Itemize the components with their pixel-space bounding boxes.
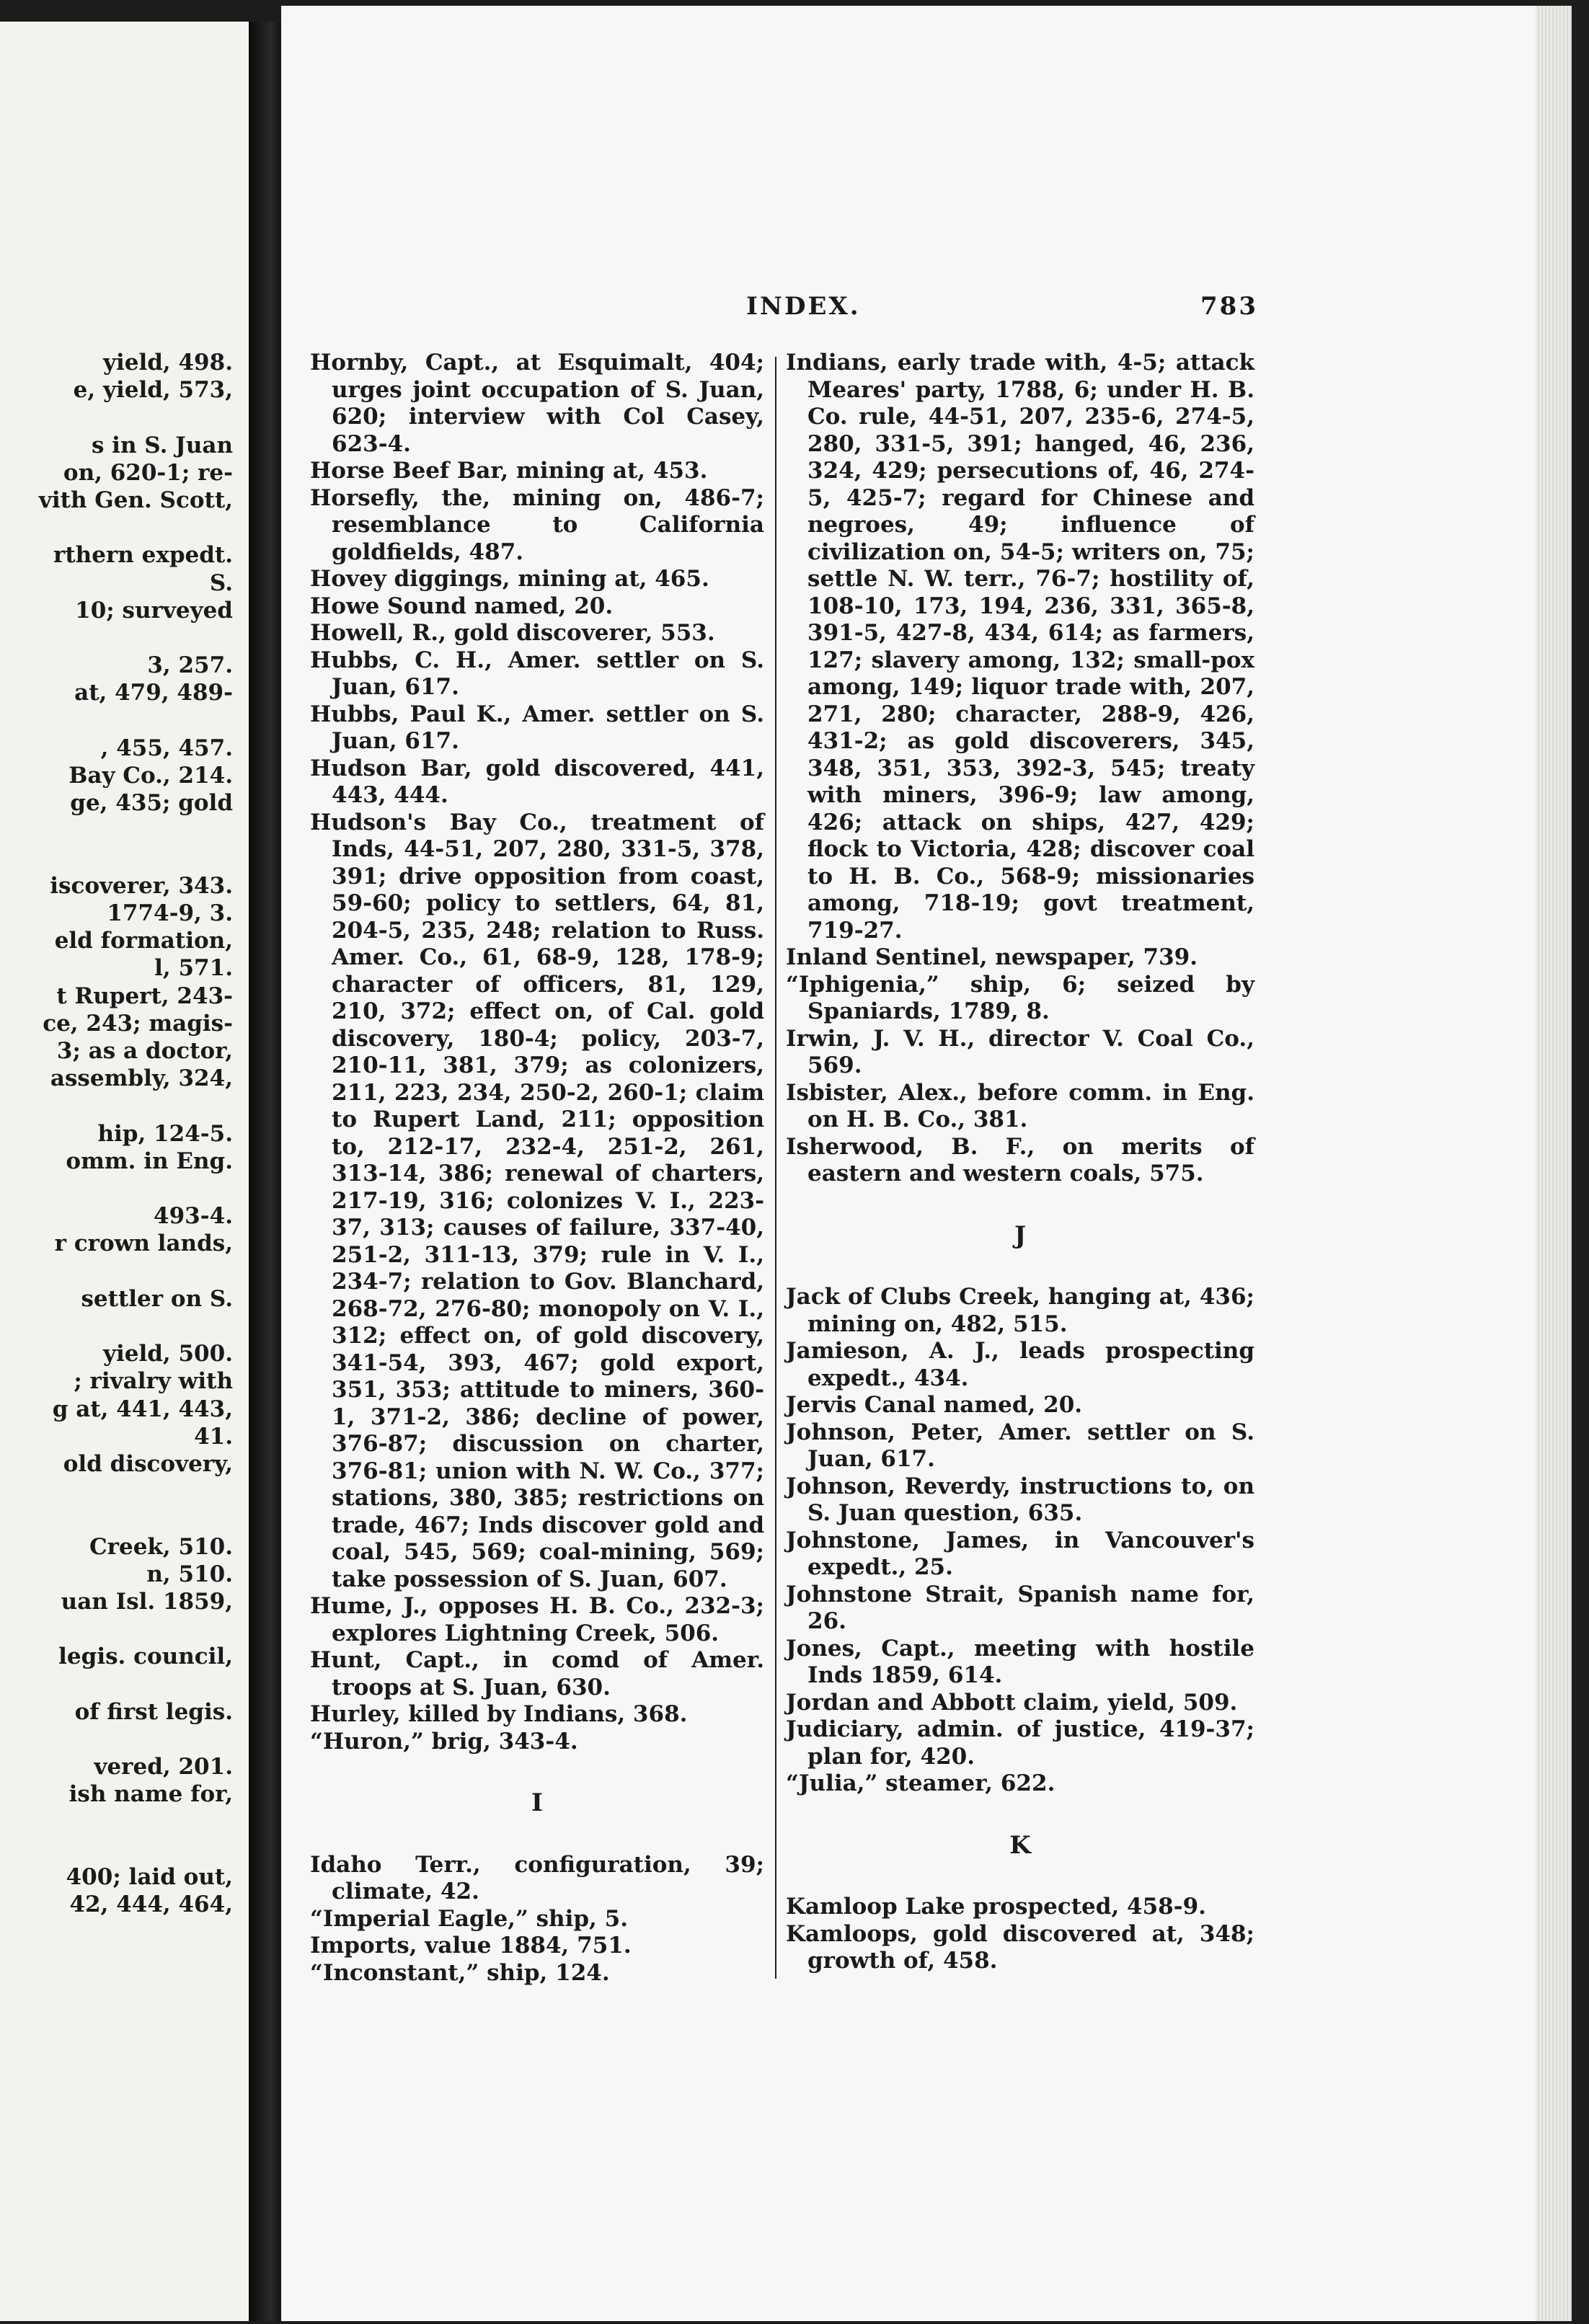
index-entry: Isbister, Alex., before comm. in Eng. on H. B. Co., 381. xyxy=(786,1079,1254,1132)
left-page-line: on, 620-1; re- xyxy=(63,459,233,486)
index-entry: Isherwood, B. F., on merits of eastern and western coals, 575. xyxy=(786,1133,1254,1187)
index-entry: Johnson, Reverdy, instructions to, on S. Juan question, 635. xyxy=(786,1473,1254,1526)
index-entry: Hume, J., opposes H. B. Co., 232-3; explores Lightning Creek, 506. xyxy=(310,1593,764,1646)
index-entry: Hurley, killed by Indians, 368. xyxy=(310,1701,688,1727)
index-entry: Irwin, J. V. H., director V. Coal Co., 569. xyxy=(786,1025,1254,1078)
page-edges xyxy=(1536,6,1572,2321)
column-divider xyxy=(775,357,776,1979)
left-page-line: old discovery, xyxy=(63,1451,233,1477)
index-entry: Johnson, Peter, Amer. settler on S. Juan, 617. xyxy=(786,1419,1254,1472)
left-page-line: ce, 243; magis- xyxy=(43,1010,233,1037)
left-page-line: S. xyxy=(209,569,233,596)
index-entry: Indians, early trade with, 4-5; attack Meares' party, 1788, 6; under H. B. Co. rule, 44-51, 207, 235-6, 274-5, 280, 331-5, 391; hanged, 46, 236, 324, 429; persecutions of, 46, 274-5, 425-7; regard for Chinese and negroes, 49; influence of civilization on, 54-5; writers on, 75; settle N. W. terr., 76-7; hostility of, 108-10, 173, 194, 236, 331, 365-8, 391-5, 427-8, 434, 614; as farmers, 127; slavery among, 132; small-pox among, 149; liquor trade with, 207, 271, 280; character, 288-9, 426, 431-2; as gold discoverers, 345, 348, 351, 353, 392-3, 545; treaty with miners, 396-9; law among, 426; attack on ships, 427, 429; flock to Victoria, 428; discover coal to H. B. Co., 568-9; missionaries among, 718-19; govt treatment, 719-27. xyxy=(786,350,1254,944)
index-entry: Jones, Capt., meeting with hostile Inds 1859, 614. xyxy=(786,1635,1254,1688)
left-page-line: 1774-9, 3. xyxy=(107,900,233,926)
index-entry: Hunt, Capt., in comd of Amer. troops at S. Juan, 630. xyxy=(310,1647,764,1700)
left-page-line: iscoverer, 343. xyxy=(50,872,233,899)
index-entry: Jamieson, A. J., leads prospecting expedt., 434. xyxy=(786,1338,1254,1391)
book-gutter xyxy=(249,22,281,2321)
index-entry: “Julia,” steamer, 622. xyxy=(786,1770,1055,1796)
section-letter: J xyxy=(1014,1220,1027,1250)
left-page-line: g at, 441, 443, xyxy=(52,1396,233,1422)
index-entry: Hubbs, C. H., Amer. settler on S. Juan, 617. xyxy=(310,647,764,700)
index-entry: Horsefly, the, mining on, 486-7; resemblance to California goldfields, 487. xyxy=(310,484,764,565)
index-entry: Jervis Canal named, 20. xyxy=(786,1392,1083,1418)
left-page-line: Bay Co., 214. xyxy=(68,763,233,789)
index-entry: Johnstone, James, in Vancouver's expedt., 25. xyxy=(786,1527,1254,1580)
left-page xyxy=(0,22,249,2321)
index-entry: Idaho Terr., configuration, 39; climate, 42. xyxy=(310,1851,764,1904)
left-page-line: uan Isl. 1859, xyxy=(61,1589,233,1615)
left-page-line: 41. xyxy=(194,1423,233,1450)
index-entry: Hornby, Capt., at Esquimalt, 404; urges joint occupation of S. Juan, 620; interview with Col Casey, 623-4. xyxy=(310,350,764,457)
index-entry: Imports, value 1884, 751. xyxy=(310,1933,632,1959)
index-entry: Johnstone Strait, Spanish name for, 26. xyxy=(786,1581,1254,1634)
left-page-line: vered, 201. xyxy=(94,1754,233,1780)
left-page-line: l, 571. xyxy=(154,955,233,982)
left-page-line: 42, 444, 464, xyxy=(69,1891,233,1918)
left-page-line: vith Gen. Scott, xyxy=(38,487,233,513)
left-page-line: t Rupert, 243- xyxy=(56,983,233,1009)
left-page-line: hip, 124-5. xyxy=(97,1120,233,1147)
index-entry: Hudson's Bay Co., treatment of Inds, 44-51, 207, 280, 331-5, 378, 391; drive opposition from coast, 59-60; policy to settlers, 64, 81, 204-5, 235, 248; relation to Russ. Amer. Co., 61, 68-9, 128, 178-9; character of officers, 81, 129, 210, 372; effect on, of Cal. gold discovery, 180-4; policy, 203-7, 210-11, 381, 379; as colonizers, 211, 223, 234, 250-2, 260-1; claim to Rupert Land, 211; opposition to, 212-17, 232-4, 251-2, 261, 313-14, 386; renewal of charters, 217-19, 316; colonizes V. I., 223-37, 313; causes of failure, 337-40, 251-2, 311-13, 379; rule in V. I., 234-7; relation to Gov. Blanchard, 268-72, 276-80; monopoly on V. I., 312; effect on, of gold discovery, 341-54, 393, 467; gold export, 351, 353; attitude to miners, 360-1, 371-2, 386; decline of power, 376-87; discussion on charter, 376-81; union with N. W. Co., 377; stations, 380, 385; restrictions on trade, 467; Inds discover gold and coal, 545, 569; coal-mining, 569; take possession of S. Juan, 607. xyxy=(310,809,764,1592)
left-page-line: r crown lands, xyxy=(54,1230,233,1257)
left-page-line: assembly, 324, xyxy=(50,1065,233,1092)
left-page-line: s in S. Juan xyxy=(91,432,233,458)
left-page-line: 3, 257. xyxy=(147,652,233,679)
section-letter: I xyxy=(531,1788,543,1817)
index-entry: “Iphigenia,” ship, 6; seized by Spaniards, 1789, 8. xyxy=(786,971,1254,1024)
left-page-line: rthern expedt. xyxy=(53,542,233,569)
section-letter: K xyxy=(1009,1830,1031,1860)
index-entry: “Inconstant,” ship, 124. xyxy=(310,1959,610,1986)
left-page-line: omm. in Eng. xyxy=(66,1148,233,1174)
left-page-line: e, yield, 573, xyxy=(73,377,233,404)
index-entry: Hubbs, Paul K., Amer. settler on S. Juan, 617. xyxy=(310,701,764,754)
left-page-line: settler on S. xyxy=(81,1285,233,1312)
left-page-line: 10; surveyed xyxy=(75,597,233,624)
left-page-line: 400; laid out, xyxy=(66,1864,233,1890)
left-page-line: n, 510. xyxy=(146,1561,233,1587)
index-entry: Horse Beef Bar, mining at, 453. xyxy=(310,458,708,484)
left-page-line: , 455, 457. xyxy=(100,735,233,761)
left-page-line: legis. council, xyxy=(58,1644,233,1670)
page-number: 783 xyxy=(1200,292,1258,321)
running-head xyxy=(465,292,1258,328)
index-entry: “Huron,” brig, 343-4. xyxy=(310,1728,578,1755)
left-page-line: ge, 435; gold xyxy=(70,790,233,817)
index-entry: Jordan and Abbott claim, yield, 509. xyxy=(786,1689,1238,1716)
index-entry: Hovey diggings, mining at, 465. xyxy=(310,566,709,592)
index-entry: Kamloop Lake prospected, 458-9. xyxy=(786,1894,1206,1920)
index-entry: Inland Sentinel, newspaper, 739. xyxy=(786,944,1198,970)
index-entry: Kamloops, gold discovered at, 348; growth of, 458. xyxy=(786,1920,1254,1974)
index-column-left xyxy=(310,350,764,1987)
left-page-line: ish name for, xyxy=(68,1781,233,1808)
running-head-title: INDEX. xyxy=(746,292,861,321)
index-entry: “Imperial Eagle,” ship, 5. xyxy=(310,1905,628,1932)
index-column-right xyxy=(786,350,1254,1975)
index-entry: Howell, R., gold discoverer, 553. xyxy=(310,620,715,646)
left-page-line: 3; as a doctor, xyxy=(56,1038,233,1064)
left-page-line: eld formation, xyxy=(54,928,233,954)
left-page-text xyxy=(0,22,249,2321)
left-page-line: Creek, 510. xyxy=(89,1533,233,1560)
left-page-line: yield, 500. xyxy=(102,1341,233,1367)
left-page-line: at, 479, 489- xyxy=(74,680,233,706)
index-entry: Judiciary, admin. of justice, 419-37; plan for, 420. xyxy=(786,1716,1254,1770)
left-page-line: of first legis. xyxy=(74,1698,233,1725)
left-page-line: yield, 498. xyxy=(102,350,233,376)
index-entry: Howe Sound named, 20. xyxy=(310,593,614,619)
left-page-line: 493-4. xyxy=(154,1203,233,1230)
index-entry: Hudson Bar, gold discovered, 441, 443, 444. xyxy=(310,755,764,808)
left-page-line: ; rivalry with xyxy=(74,1368,233,1395)
index-entry: Jack of Clubs Creek, hanging at, 436; mining on, 482, 515. xyxy=(786,1284,1254,1337)
